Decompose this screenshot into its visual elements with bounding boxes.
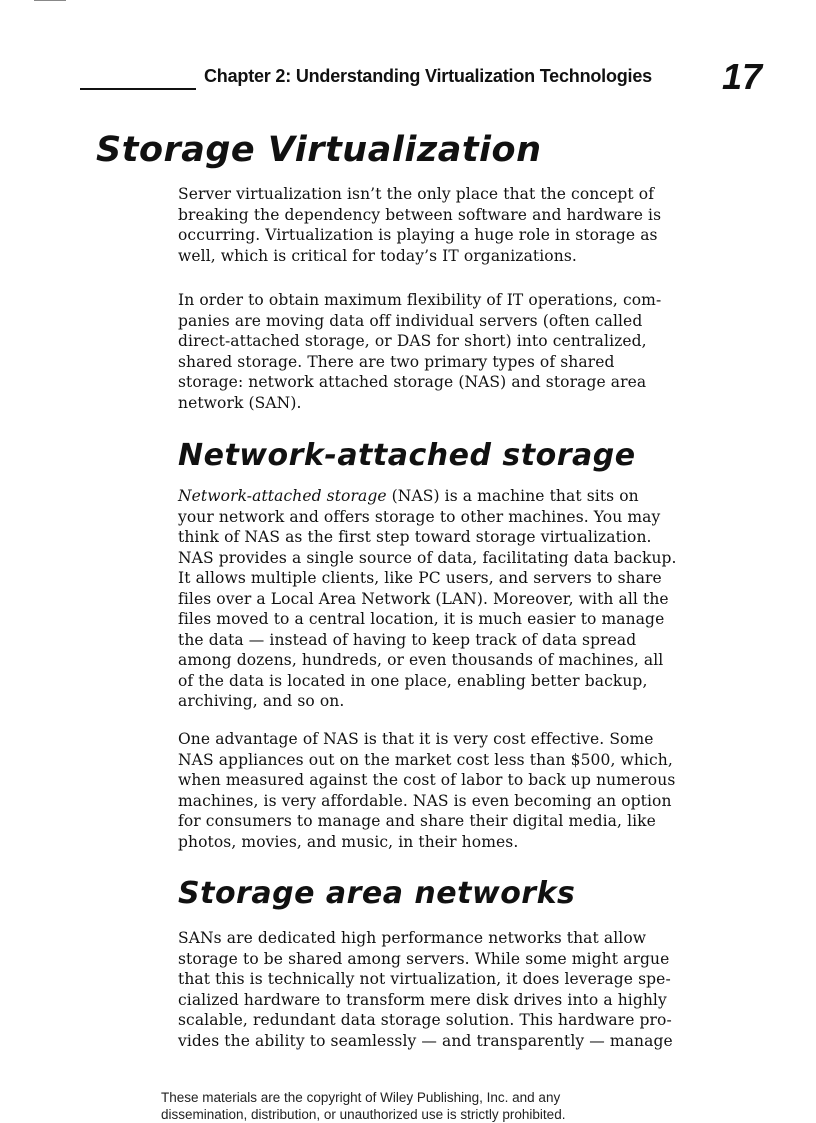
paragraph-line: for consumers to manage and share their digital media, like: [178, 812, 656, 830]
paragraph-line: In order to obtain maximum flexibility of IT operations, com-: [178, 291, 662, 309]
paragraph-line: One advantage of NAS is that it is very cost effective. Some: [178, 730, 654, 748]
paragraph: [178, 290, 748, 413]
paragraph-line: breaking the dependency between software and hardware is: [178, 205, 662, 224]
defined-term: Network-attached storage: [178, 487, 387, 505]
subsection-title-nas: Network-attached storage: [178, 438, 636, 473]
paragraph-line: network (SAN).: [178, 393, 302, 412]
paragraph-line: storage: network attached storage (NAS) and storage area: [178, 373, 647, 391]
paragraph-line: shared storage. There are two primary types of shared: [178, 352, 615, 371]
page-number: 17: [722, 56, 763, 97]
paragraph-line: of the data is located in one place, enabling better backup,: [178, 671, 648, 690]
footer-line: dissemination, distribution, or unauthorized use is strictly prohibited.: [161, 1107, 566, 1122]
paragraph-line: that this is technically not virtualization, it does leverage spe-: [178, 970, 671, 988]
header-rule: [80, 88, 196, 90]
paragraph: [178, 928, 748, 1051]
paragraph-line: scalable, redundant data storage solution. This hardware pro-: [178, 1011, 672, 1029]
paragraph-line: your network and offers storage to other machines. You may: [178, 507, 661, 526]
paragraph-line: think of NAS as the first step toward storage virtualization.: [178, 528, 652, 546]
paragraph-line: NAS appliances out on the market cost less than $500, which,: [178, 750, 673, 769]
paragraph-line: NAS provides a single source of data, facilitating data backup.: [178, 548, 677, 567]
paragraph-line: [178, 486, 748, 507]
paragraph-line: panies are moving data off individual servers (often called: [178, 311, 643, 330]
footer-line: These materials are the copyright of Wiley Publishing, Inc. and any: [161, 1090, 561, 1105]
page-corner-mark: [34, 0, 66, 1]
paragraph-line-rest: (NAS) is a machine that sits on: [386, 487, 639, 505]
paragraph: [178, 184, 748, 266]
paragraph-line: photos, movies, and music, in their homes.: [178, 832, 519, 851]
paragraph-line: direct-attached storage, or DAS for short) into centralized,: [178, 332, 647, 350]
paragraph: [178, 729, 748, 852]
paragraph-line: Server virtualization isn’t the only place that the concept of: [178, 185, 655, 203]
paragraph-line: when measured against the cost of labor to back up numerous: [178, 771, 676, 789]
paragraph-line: It allows multiple clients, like PC users, and servers to share: [178, 569, 662, 587]
paragraph: [178, 486, 748, 712]
paragraph-line: storage to be shared among servers. While some might argue: [178, 949, 670, 968]
paragraph-line: files moved to a central location, it is much easier to manage: [178, 610, 665, 628]
paragraph-line: vides the ability to seamlessly — and transparently — manage: [178, 1031, 673, 1050]
copyright-footer: [161, 1089, 565, 1123]
paragraph-line: SANs are dedicated high performance networks that allow: [178, 929, 647, 947]
section-title: Storage Virtualization: [96, 130, 542, 170]
subsection-title-san: Storage area networks: [178, 876, 576, 911]
paragraph-line: well, which is critical for today’s IT organizations.: [178, 246, 577, 265]
paragraph-line: the data — instead of having to keep track of data spread: [178, 630, 637, 649]
chapter-title: Chapter 2: Understanding Virtualization Technologies: [204, 66, 652, 86]
paragraph-line: occurring. Virtualization is playing a huge role in storage as: [178, 226, 658, 244]
paragraph-line: files over a Local Area Network (LAN). Moreover, with all the: [178, 589, 669, 608]
paragraph-line: archiving, and so on.: [178, 692, 345, 710]
paragraph-line: among dozens, hundreds, or even thousands of machines, all: [178, 651, 664, 669]
paragraph-line: machines, is very affordable. NAS is even becoming an option: [178, 791, 672, 810]
paragraph-line: cialized hardware to transform mere disk drives into a highly: [178, 990, 667, 1009]
